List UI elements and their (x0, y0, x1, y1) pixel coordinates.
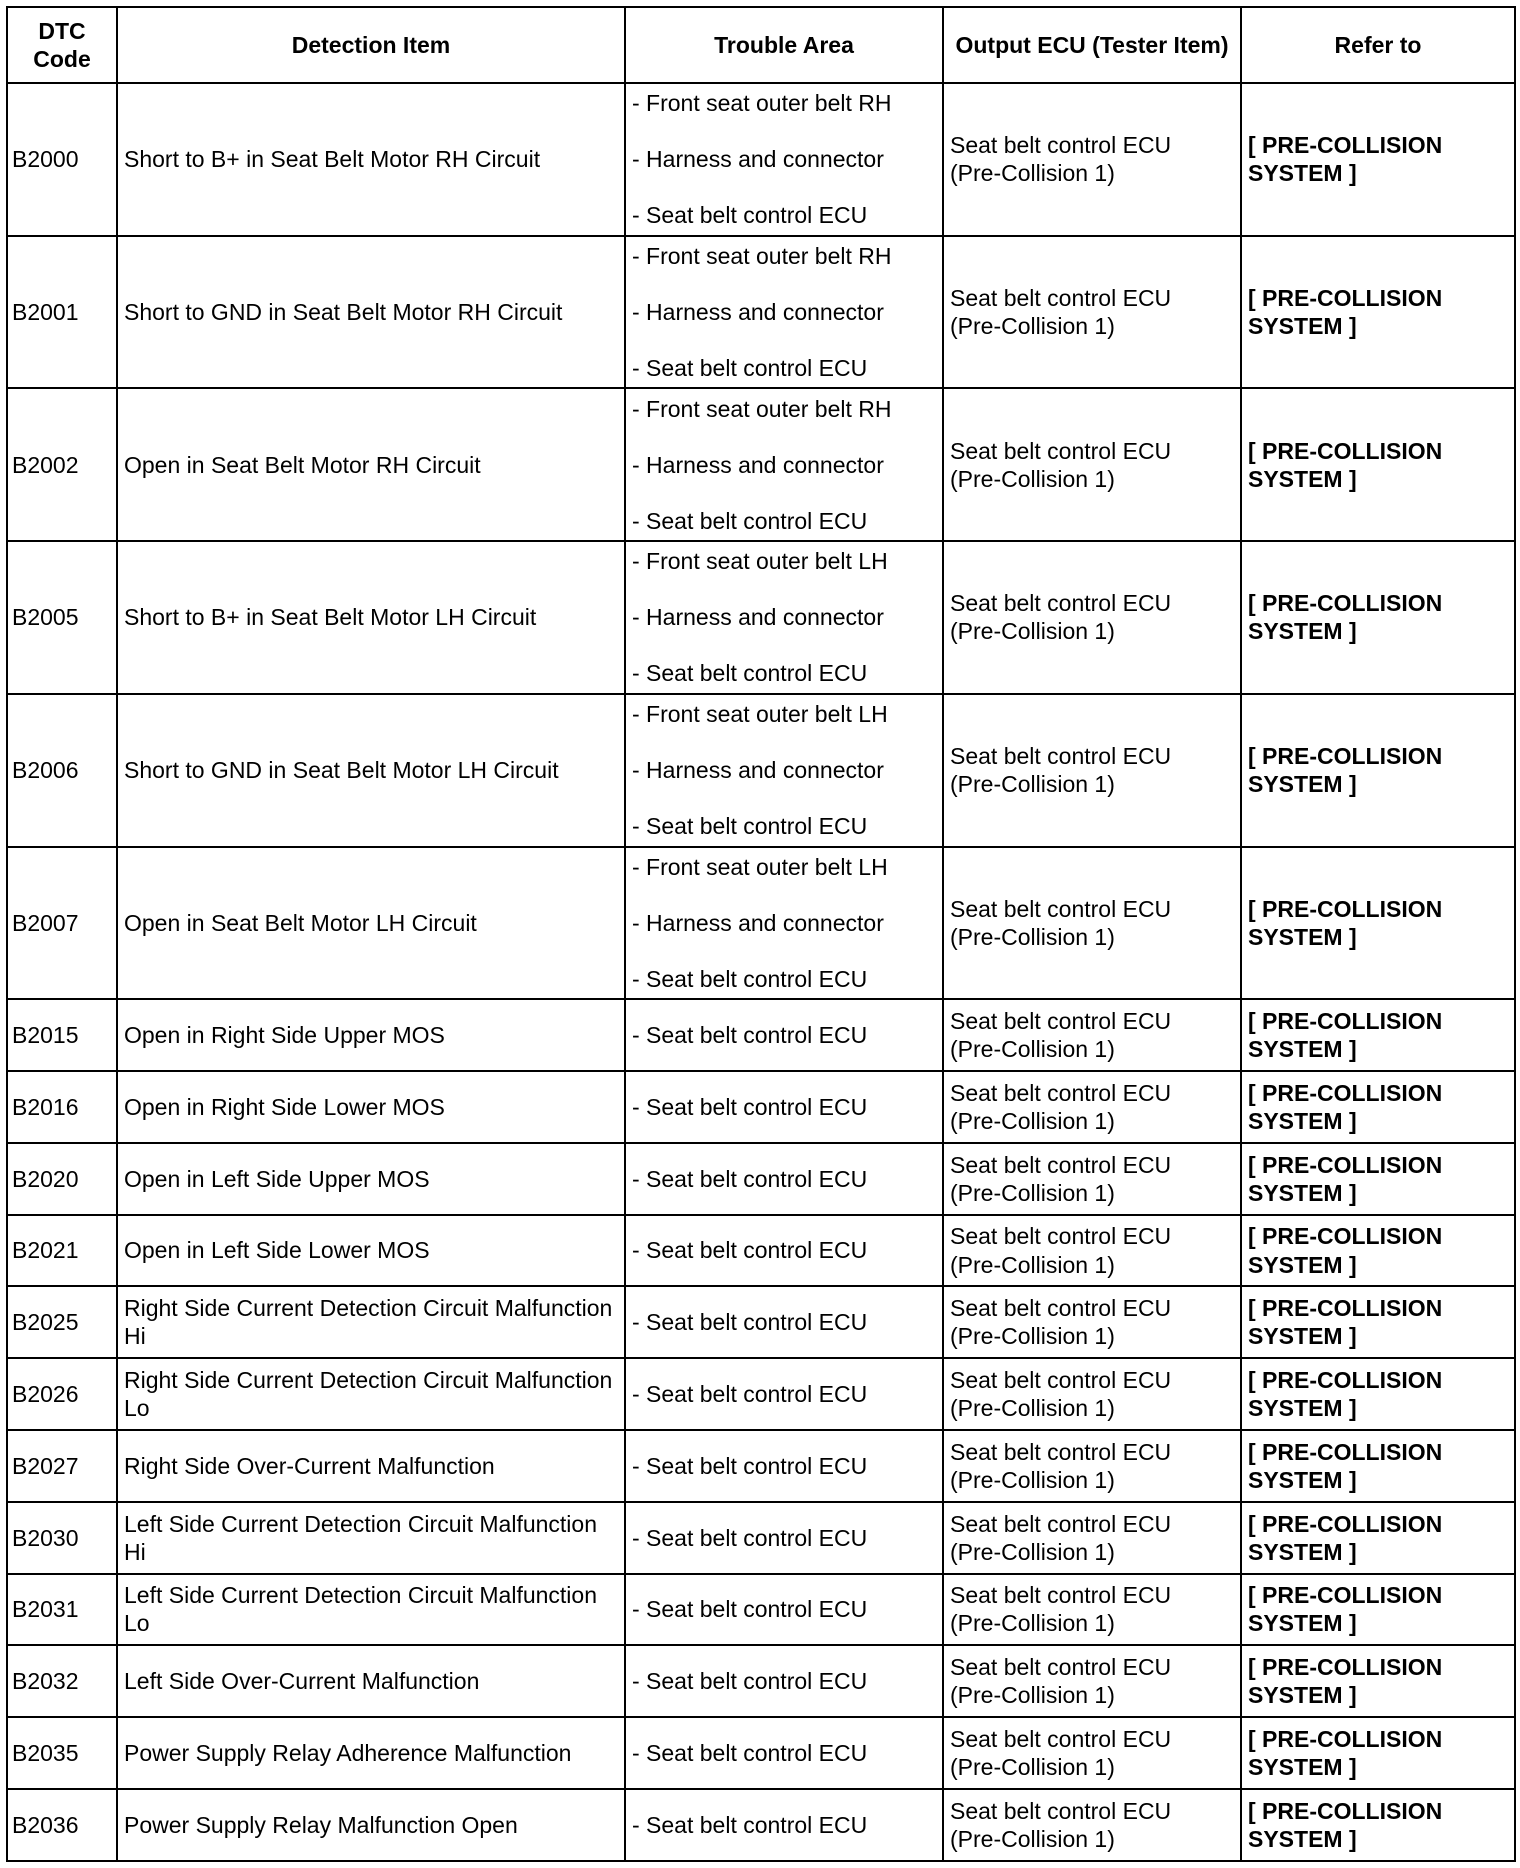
output-ecu-line: Seat belt control ECU (950, 1223, 1172, 1250)
dtc-code-cell: B2031 (7, 1574, 117, 1646)
output-ecu-line: Seat belt control ECU (950, 895, 1172, 922)
detection-item-cell: Open in Seat Belt Motor RH Circuit (117, 388, 625, 541)
output-ecu-cell (943, 1430, 1241, 1502)
trouble-area-cell (625, 1430, 943, 1502)
dtc-code-cell: B2035 (7, 1717, 117, 1789)
output-ecu-line: Seat belt control ECU (950, 1797, 1172, 1824)
trouble-area-cell (625, 83, 943, 236)
dtc-code-cell: B2007 (7, 847, 117, 1000)
refer-to-link-text: SYSTEM ] (1248, 771, 1357, 798)
table-row (7, 1430, 1515, 1502)
trouble-area-item: - Seat belt control ECU (632, 354, 868, 381)
refer-to-cell (1241, 1430, 1515, 1502)
refer-to-cell (1241, 847, 1515, 1000)
output-ecu-cell (943, 1789, 1241, 1861)
header-dtc-code-text: DTC Code (33, 17, 91, 72)
output-ecu-line: (Pre-Collision 1) (950, 1610, 1115, 1637)
trouble-area-cell (625, 1215, 943, 1287)
trouble-area-cell (625, 1286, 943, 1358)
refer-to-link-text: SYSTEM ] (1248, 1682, 1357, 1709)
output-ecu-line: Seat belt control ECU (950, 1151, 1172, 1178)
output-ecu-line: Seat belt control ECU (950, 1079, 1172, 1106)
refer-to-link-text: [ PRE-COLLISION (1248, 1295, 1443, 1322)
output-ecu-cell (943, 1358, 1241, 1430)
dtc-code-cell: B2025 (7, 1286, 117, 1358)
table-row (7, 1502, 1515, 1574)
refer-to-link-text: SYSTEM ] (1248, 1107, 1357, 1134)
trouble-area-cell (625, 541, 943, 694)
output-ecu-line: (Pre-Collision 1) (950, 1251, 1115, 1278)
output-ecu-line: (Pre-Collision 1) (950, 1682, 1115, 1709)
trouble-area-item: - Front seat outer belt LH (632, 701, 888, 728)
refer-to-cell (1241, 1789, 1515, 1861)
output-ecu-line: (Pre-Collision 1) (950, 1538, 1115, 1565)
trouble-area-item: - Seat belt control ECU (632, 1668, 868, 1695)
trouble-area-cell (625, 1143, 943, 1215)
detection-item-cell: Open in Right Side Lower MOS (117, 1071, 625, 1143)
output-ecu-line: (Pre-Collision 1) (950, 1466, 1115, 1493)
refer-to-link-text: SYSTEM ] (1248, 313, 1357, 340)
table-row (7, 1574, 1515, 1646)
dtc-code-cell: B2020 (7, 1143, 117, 1215)
trouble-area-item: - Seat belt control ECU (632, 202, 868, 229)
output-ecu-cell (943, 236, 1241, 389)
output-ecu-cell (943, 1143, 1241, 1215)
trouble-area-item: - Front seat outer belt LH (632, 853, 888, 880)
dtc-code-cell: B2001 (7, 236, 117, 389)
refer-to-link-text: [ PRE-COLLISION (1248, 437, 1443, 464)
output-ecu-cell (943, 388, 1241, 541)
refer-to-link-text: [ PRE-COLLISION (1248, 1654, 1443, 1681)
detection-item-cell: Open in Right Side Upper MOS (117, 999, 625, 1071)
output-ecu-line: (Pre-Collision 1) (950, 1107, 1115, 1134)
dtc-code-cell: B2005 (7, 541, 117, 694)
trouble-area-item: - Harness and connector (632, 757, 884, 784)
refer-to-link-text: [ PRE-COLLISION (1248, 132, 1443, 159)
trouble-area-item: - Front seat outer belt RH (632, 90, 892, 117)
table-row (7, 541, 1515, 694)
trouble-area-item: - Harness and connector (632, 299, 884, 326)
refer-to-link-text: SYSTEM ] (1248, 1251, 1357, 1278)
output-ecu-line: Seat belt control ECU (950, 1295, 1172, 1322)
trouble-area-cell (625, 388, 943, 541)
dtc-code-cell: B2002 (7, 388, 117, 541)
refer-to-link-text: SYSTEM ] (1248, 1466, 1357, 1493)
output-ecu-cell (943, 1717, 1241, 1789)
dtc-code-cell: B2030 (7, 1502, 117, 1574)
trouble-area-cell (625, 236, 943, 389)
output-ecu-line: Seat belt control ECU (950, 132, 1172, 159)
trouble-area-item: - Seat belt control ECU (632, 1740, 868, 1767)
refer-to-link-text: [ PRE-COLLISION (1248, 743, 1443, 770)
detection-item-cell: Right Side Current Detection Circuit Malfunction Lo (117, 1358, 625, 1430)
refer-to-cell (1241, 1358, 1515, 1430)
output-ecu-line: (Pre-Collision 1) (950, 771, 1115, 798)
table-row (7, 236, 1515, 389)
trouble-area-item: - Harness and connector (632, 451, 884, 478)
refer-to-link-text: [ PRE-COLLISION (1248, 1797, 1443, 1824)
refer-to-cell (1241, 1286, 1515, 1358)
refer-to-link-text: SYSTEM ] (1248, 1610, 1357, 1637)
detection-item-cell: Short to GND in Seat Belt Motor RH Circuit (117, 236, 625, 389)
dtc-code-cell: B2027 (7, 1430, 117, 1502)
refer-to-link-text: SYSTEM ] (1248, 1036, 1357, 1063)
table-row (7, 1717, 1515, 1789)
detection-item-cell: Left Side Current Detection Circuit Malfunction Lo (117, 1574, 625, 1646)
refer-to-cell (1241, 1215, 1515, 1287)
output-ecu-line: (Pre-Collision 1) (950, 618, 1115, 645)
trouble-area-item: - Seat belt control ECU (632, 1309, 868, 1336)
output-ecu-cell (943, 1574, 1241, 1646)
detection-item-cell: Open in Seat Belt Motor LH Circuit (117, 847, 625, 1000)
output-ecu-cell (943, 541, 1241, 694)
refer-to-link-text: [ PRE-COLLISION (1248, 1079, 1443, 1106)
refer-to-cell (1241, 1645, 1515, 1717)
refer-to-link-text: SYSTEM ] (1248, 1395, 1357, 1422)
output-ecu-line: (Pre-Collision 1) (950, 1754, 1115, 1781)
table-row (7, 388, 1515, 541)
refer-to-cell (1241, 999, 1515, 1071)
detection-item-cell: Left Side Current Detection Circuit Malfunction Hi (117, 1502, 625, 1574)
trouble-area-item: - Seat belt control ECU (632, 1093, 868, 1120)
trouble-area-item: - Seat belt control ECU (632, 813, 868, 840)
dtc-code-cell: B2026 (7, 1358, 117, 1430)
refer-to-link-text: [ PRE-COLLISION (1248, 1008, 1443, 1035)
trouble-area-item: - Seat belt control ECU (632, 660, 868, 687)
detection-item-cell: Short to B+ in Seat Belt Motor RH Circuit (117, 83, 625, 236)
output-ecu-line: (Pre-Collision 1) (950, 313, 1115, 340)
trouble-area-item: - Seat belt control ECU (632, 1022, 868, 1049)
table-row (7, 83, 1515, 236)
trouble-area-cell (625, 1358, 943, 1430)
trouble-area-item: - Seat belt control ECU (632, 1452, 868, 1479)
refer-to-cell (1241, 541, 1515, 694)
output-ecu-cell (943, 847, 1241, 1000)
refer-to-cell (1241, 1574, 1515, 1646)
refer-to-link-text: SYSTEM ] (1248, 465, 1357, 492)
detection-item-cell: Open in Left Side Lower MOS (117, 1215, 625, 1287)
table-body (7, 83, 1515, 1861)
trouble-area-cell (625, 1502, 943, 1574)
dtc-code-cell: B2036 (7, 1789, 117, 1861)
detection-item-cell: Open in Left Side Upper MOS (117, 1143, 625, 1215)
refer-to-cell (1241, 1143, 1515, 1215)
header-detection-item: Detection Item (117, 7, 625, 83)
refer-to-link-text: SYSTEM ] (1248, 160, 1357, 187)
detection-item-cell: Power Supply Relay Adherence Malfunction (117, 1717, 625, 1789)
refer-to-link-text: [ PRE-COLLISION (1248, 1438, 1443, 1465)
output-ecu-cell (943, 1502, 1241, 1574)
trouble-area-item: - Front seat outer belt RH (632, 395, 892, 422)
dtc-code-cell: B2021 (7, 1215, 117, 1287)
table-row (7, 847, 1515, 1000)
dtc-code-cell: B2032 (7, 1645, 117, 1717)
detection-item-cell: Right Side Over-Current Malfunction (117, 1430, 625, 1502)
refer-to-link-text: [ PRE-COLLISION (1248, 1726, 1443, 1753)
refer-to-link-text: [ PRE-COLLISION (1248, 285, 1443, 311)
detection-item-cell: Short to B+ in Seat Belt Motor LH Circuit (117, 541, 625, 694)
output-ecu-line: (Pre-Collision 1) (950, 1179, 1115, 1206)
output-ecu-line: (Pre-Collision 1) (950, 1825, 1115, 1852)
trouble-area-item: - Harness and connector (632, 604, 884, 631)
table-row (7, 1215, 1515, 1287)
refer-to-cell (1241, 388, 1515, 541)
refer-to-link-text: [ PRE-COLLISION (1248, 1367, 1443, 1394)
trouble-area-cell (625, 1645, 943, 1717)
detection-item-cell: Left Side Over-Current Malfunction (117, 1645, 625, 1717)
output-ecu-line: (Pre-Collision 1) (950, 923, 1115, 950)
trouble-area-cell (625, 1789, 943, 1861)
table-row (7, 999, 1515, 1071)
output-ecu-line: (Pre-Collision 1) (950, 160, 1115, 187)
trouble-area-item: - Seat belt control ECU (632, 507, 868, 534)
trouble-area-item: - Seat belt control ECU (632, 1596, 868, 1623)
dtc-code-cell: B2015 (7, 999, 117, 1071)
table-row (7, 1789, 1515, 1861)
output-ecu-line: Seat belt control ECU (950, 590, 1172, 617)
refer-to-link-text: [ PRE-COLLISION (1248, 1151, 1443, 1178)
output-ecu-line: Seat belt control ECU (950, 1654, 1172, 1681)
trouble-area-item: - Front seat outer belt RH (632, 243, 892, 270)
trouble-area-cell (625, 1574, 943, 1646)
dtc-code-cell: B2016 (7, 1071, 117, 1143)
detection-item-cell: Short to GND in Seat Belt Motor LH Circuit (117, 694, 625, 847)
refer-to-link-text: [ PRE-COLLISION (1248, 895, 1443, 922)
trouble-area-item: - Seat belt control ECU (632, 1381, 868, 1408)
output-ecu-cell (943, 1645, 1241, 1717)
output-ecu-line: (Pre-Collision 1) (950, 1036, 1115, 1063)
trouble-area-cell (625, 1071, 943, 1143)
trouble-area-cell (625, 847, 943, 1000)
trouble-area-item: - Seat belt control ECU (632, 1811, 868, 1838)
output-ecu-cell (943, 694, 1241, 847)
output-ecu-cell (943, 1071, 1241, 1143)
output-ecu-cell (943, 83, 1241, 236)
detection-item-cell: Right Side Current Detection Circuit Malfunction Hi (117, 1286, 625, 1358)
output-ecu-line: (Pre-Collision 1) (950, 1323, 1115, 1350)
trouble-area-item: - Seat belt control ECU (632, 965, 868, 992)
refer-to-link-text: [ PRE-COLLISION (1248, 1510, 1443, 1537)
refer-to-link-text: SYSTEM ] (1248, 1825, 1357, 1852)
trouble-area-item: - Harness and connector (632, 909, 884, 936)
trouble-area-item: - Harness and connector (632, 146, 884, 173)
output-ecu-cell (943, 1286, 1241, 1358)
table-row (7, 694, 1515, 847)
output-ecu-line: (Pre-Collision 1) (950, 1395, 1115, 1422)
output-ecu-line: Seat belt control ECU (950, 437, 1172, 464)
refer-to-link-text: SYSTEM ] (1248, 618, 1357, 645)
output-ecu-line: Seat belt control ECU (950, 1367, 1172, 1394)
dtc-table (6, 6, 1516, 1862)
output-ecu-line: Seat belt control ECU (950, 285, 1172, 311)
dtc-code-cell: B2000 (7, 83, 117, 236)
trouble-area-item: - Front seat outer belt LH (632, 548, 888, 575)
refer-to-link-text: SYSTEM ] (1248, 923, 1357, 950)
output-ecu-line: Seat belt control ECU (950, 743, 1172, 770)
refer-to-cell (1241, 83, 1515, 236)
trouble-area-cell (625, 1717, 943, 1789)
table-row (7, 1358, 1515, 1430)
detection-item-cell: Power Supply Relay Malfunction Open (117, 1789, 625, 1861)
header-dtc-code (7, 7, 117, 83)
refer-to-cell (1241, 1717, 1515, 1789)
refer-to-cell (1241, 694, 1515, 847)
table-row (7, 1143, 1515, 1215)
header-output-ecu: Output ECU (Tester Item) (943, 7, 1241, 83)
trouble-area-cell (625, 694, 943, 847)
header-refer-to: Refer to (1241, 7, 1515, 83)
output-ecu-cell (943, 1215, 1241, 1287)
output-ecu-line: Seat belt control ECU (950, 1582, 1172, 1609)
refer-to-link-text: [ PRE-COLLISION (1248, 590, 1443, 617)
refer-to-cell (1241, 236, 1515, 389)
refer-to-link-text: SYSTEM ] (1248, 1538, 1357, 1565)
refer-to-link-text: [ PRE-COLLISION (1248, 1582, 1443, 1609)
table-row (7, 1286, 1515, 1358)
output-ecu-cell (943, 999, 1241, 1071)
table-row (7, 1645, 1515, 1717)
output-ecu-line: Seat belt control ECU (950, 1726, 1172, 1753)
header-row (7, 7, 1515, 83)
trouble-area-item: - Seat belt control ECU (632, 1237, 868, 1264)
refer-to-link-text: SYSTEM ] (1248, 1323, 1357, 1350)
refer-to-cell (1241, 1071, 1515, 1143)
refer-to-link-text: [ PRE-COLLISION (1248, 1223, 1443, 1250)
refer-to-cell (1241, 1502, 1515, 1574)
trouble-area-item: - Seat belt control ECU (632, 1165, 868, 1192)
table-row (7, 1071, 1515, 1143)
refer-to-link-text: SYSTEM ] (1248, 1179, 1357, 1206)
trouble-area-item: - Seat belt control ECU (632, 1524, 868, 1551)
output-ecu-line: Seat belt control ECU (950, 1510, 1172, 1537)
output-ecu-line: Seat belt control ECU (950, 1438, 1172, 1465)
output-ecu-line: (Pre-Collision 1) (950, 465, 1115, 492)
output-ecu-line: Seat belt control ECU (950, 1008, 1172, 1035)
header-trouble-area: Trouble Area (625, 7, 943, 83)
trouble-area-cell (625, 999, 943, 1071)
refer-to-link-text: SYSTEM ] (1248, 1754, 1357, 1781)
dtc-code-cell: B2006 (7, 694, 117, 847)
